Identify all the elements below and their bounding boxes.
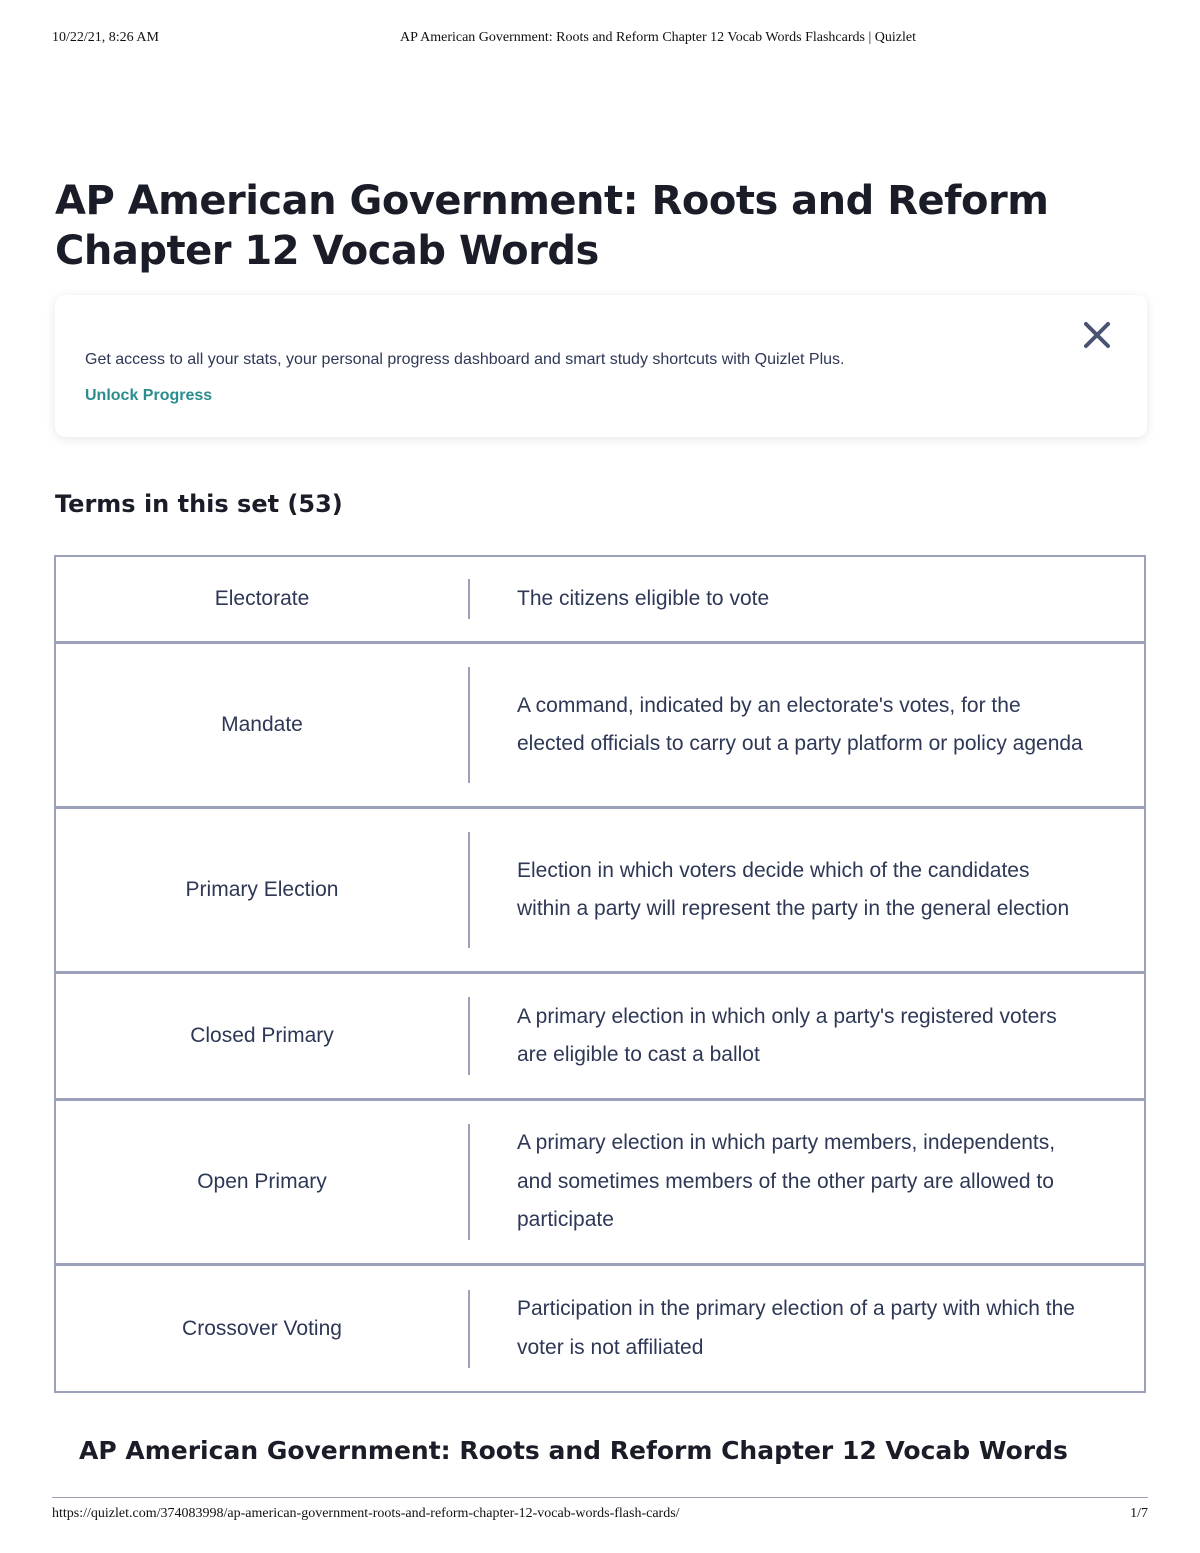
term-word: Crossover Voting	[182, 1316, 342, 1340]
term-word: Mandate	[221, 713, 303, 736]
term-row	[56, 974, 1144, 1101]
term-row	[56, 644, 1144, 809]
term-definition: Election in which voters decide which of the candidates within a party will represent the party in the general election	[517, 858, 1070, 920]
print-header	[52, 30, 1148, 50]
term-row	[56, 1101, 1144, 1266]
term-definition: The citizens eligible to vote	[517, 586, 770, 610]
upgrade-promo-card	[55, 295, 1147, 437]
term-row	[56, 809, 1144, 974]
print-datetime: 10/22/21, 8:26 AM	[52, 30, 159, 45]
terms-count-heading: Terms in this set (53)	[55, 490, 343, 518]
term-definition: A primary election in which only a party's registered voters are eligible to cast a ballot	[517, 1004, 1057, 1066]
term-word: Open Primary	[197, 1170, 327, 1193]
term-word: Closed Primary	[190, 1024, 334, 1047]
terms-table	[54, 555, 1146, 1393]
set-title-heading: AP American Government: Roots and Reform Chapter 12 Vocab Words	[79, 1436, 1068, 1465]
print-url: https://quizlet.com/374083998/ap-american-government-roots-and-reform-chapter-12-vocab-words-flash-cards/	[52, 1506, 680, 1521]
term-definition: A command, indicated by an electorate's votes, for the elected officials to carry out a party platform or policy agenda	[517, 693, 1083, 755]
close-promo-button[interactable]	[1081, 319, 1113, 351]
footer-divider	[52, 1497, 1148, 1498]
unlock-progress-link[interactable]: Unlock Progress	[85, 387, 213, 404]
page-title: AP American Government: Roots and Reform Chapter 12 Vocab Words	[55, 178, 1049, 274]
print-footer	[52, 1506, 1148, 1526]
term-row	[56, 1266, 1144, 1391]
close-icon	[1081, 319, 1113, 351]
promo-text: Get access to all your stats, your personal progress dashboard and smart study shortcuts with Quizlet Plus.	[85, 351, 845, 368]
term-word: Electorate	[214, 587, 310, 610]
page-number: 1/7	[1130, 1506, 1148, 1521]
term-definition: A primary election in which party members, independents, and sometimes members of the other party are allowed to participate	[517, 1131, 1056, 1232]
term-row	[56, 557, 1144, 644]
term-word: Primary Election	[185, 878, 339, 901]
term-definition: Participation in the primary election of a party with which the voter is not affiliated	[517, 1297, 1075, 1359]
print-document-title: AP American Government: Roots and Reform Chapter 12 Vocab Words Flashcards | Quizlet	[400, 30, 916, 45]
